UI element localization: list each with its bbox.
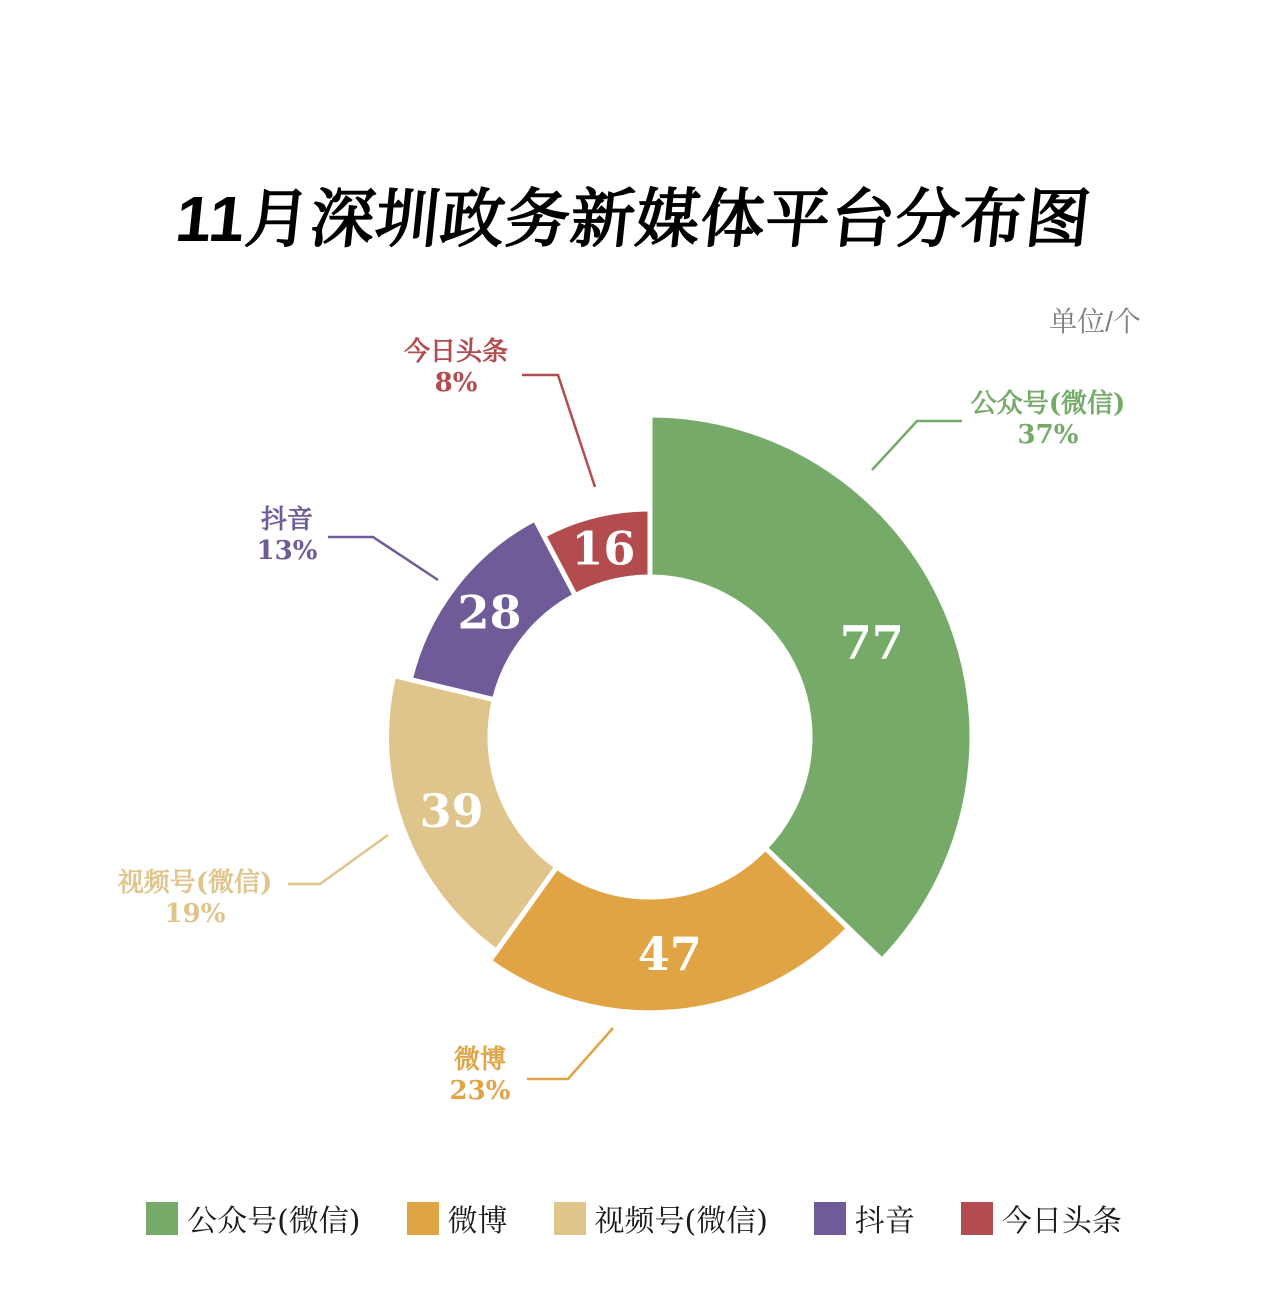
leader-line-2 — [288, 835, 388, 884]
legend-label-1: 微博 — [447, 1204, 508, 1239]
legend-swatch-0 — [146, 1202, 178, 1235]
callout-percent-1: 23% — [449, 1076, 511, 1106]
callout-label-0 — [971, 389, 1126, 451]
legend-item-3 — [814, 1196, 915, 1240]
unit-label: 单位/个 — [1049, 306, 1141, 337]
callout-name-0: 公众号(微信) — [970, 389, 1126, 419]
slice-value-label-3: 28 — [457, 585, 522, 640]
legend-label-4: 今日头条 — [1001, 1204, 1122, 1239]
chart-title: 11月深圳政务新媒体平台分布图 — [172, 183, 1095, 255]
legend-swatch-1 — [407, 1202, 439, 1235]
callout-percent-0: 37% — [1017, 420, 1079, 450]
legend-label-2: 视频号(微信) — [594, 1204, 768, 1239]
leader-line-1 — [527, 1028, 613, 1079]
legend-item-0 — [146, 1196, 360, 1240]
callout-label-2 — [118, 868, 273, 930]
chart-legend — [0, 1196, 1268, 1240]
slice-value-label-4: 16 — [571, 521, 636, 576]
callout-name-3: 抖音 — [260, 505, 314, 535]
slice-value-label-2: 39 — [419, 783, 484, 838]
callout-name-4: 今日头条 — [403, 337, 509, 367]
legend-item-1 — [407, 1196, 508, 1240]
callout-name-2: 视频号(微信) — [117, 868, 273, 898]
legend-swatch-3 — [814, 1202, 846, 1235]
pie-slice-0 — [650, 415, 972, 960]
callout-label-4 — [404, 337, 508, 399]
legend-swatch-4 — [961, 1202, 993, 1235]
slice-value-label-0: 77 — [839, 615, 904, 670]
callout-label-1 — [450, 1045, 511, 1107]
slice-value-label-1: 47 — [637, 927, 702, 981]
callout-percent-4: 8% — [434, 368, 478, 398]
legend-item-4 — [961, 1196, 1122, 1240]
callout-name-1: 微博 — [453, 1045, 507, 1075]
legend-swatch-2 — [554, 1202, 586, 1235]
legend-label-3: 抖音 — [854, 1204, 915, 1239]
leader-line-3 — [328, 537, 438, 580]
leader-line-4 — [522, 375, 595, 487]
leader-line-0 — [872, 421, 962, 470]
callout-percent-3: 13% — [256, 536, 318, 566]
callout-label-3 — [257, 505, 318, 567]
legend-item-2 — [554, 1196, 768, 1240]
legend-label-0: 公众号(微信) — [187, 1204, 361, 1239]
callout-percent-2: 19% — [164, 899, 226, 929]
